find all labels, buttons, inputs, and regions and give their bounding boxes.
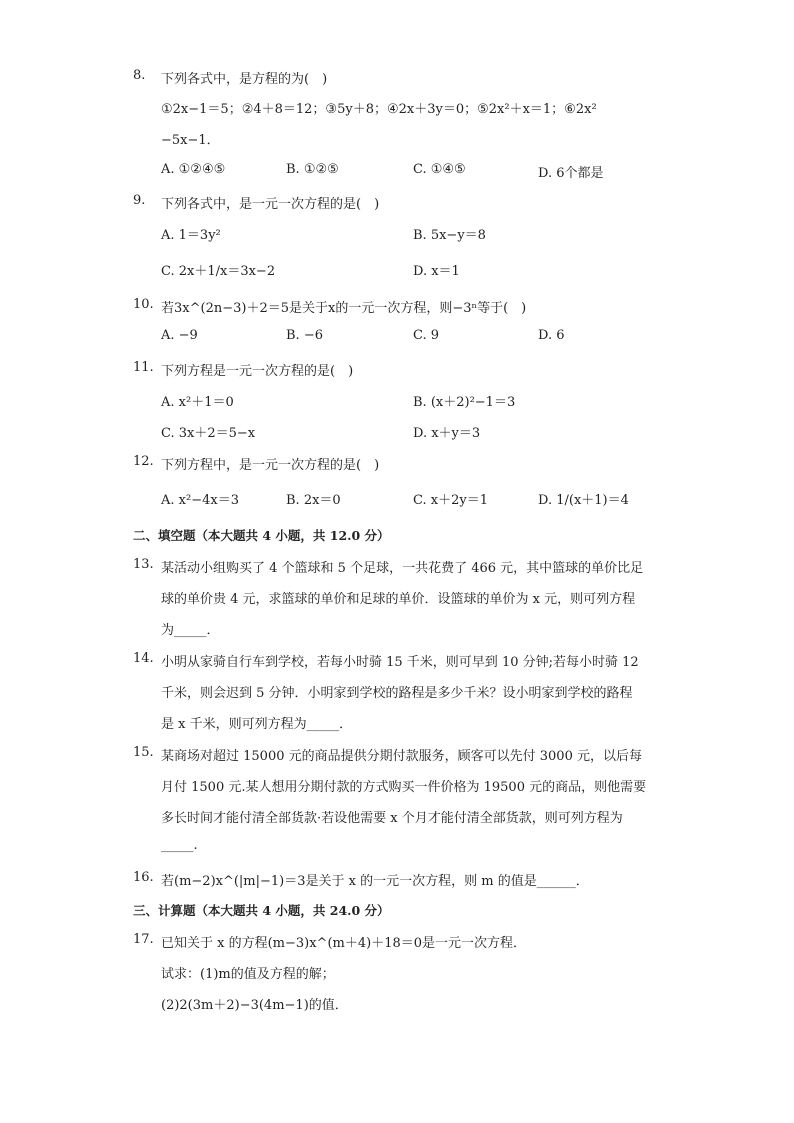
question-number: 9.: [133, 193, 146, 208]
question-line: _____.: [161, 838, 198, 853]
question-line: 月付 1500 元.某人想用分期付款的方式购买一件价格为 19500 元的商品，则他需要: [161, 780, 647, 795]
option-d: D. 6个都是: [538, 166, 604, 181]
option-d: D. x＝1: [413, 264, 460, 279]
question-line: (2)2(3m＋2)−3(4m−1)的值．: [161, 998, 348, 1013]
option-c: C. 2x＋1/x＝3x−2: [161, 264, 276, 279]
option-b: B. −6: [286, 328, 323, 343]
question-number: 11.: [133, 360, 154, 375]
question-stem: 下列方程是一元一次方程的是( ): [161, 364, 354, 379]
option-b: B. (x＋2)²−1＝3: [413, 395, 516, 410]
question-line: 已知关于 x 的方程(m−3)x^(m＋4)＋18＝0是一元一次方程．: [161, 936, 527, 951]
option-b: B. ①②⑤: [286, 162, 339, 177]
option-d: D. 1/(x＋1)＝4: [538, 493, 629, 508]
question-line: 某商场对超过 15000 元的商品提供分期付款服务，顾客可以先付 3000 元，以后每: [161, 749, 642, 764]
option-a: A. 1＝3y²: [161, 228, 221, 243]
section-heading-calculation: 三、计算题（本大题共 4 小题，共 24.0 分）: [133, 903, 390, 918]
question-number: 12.: [133, 454, 154, 469]
option-c: C. 3x＋2＝5−x: [161, 426, 256, 441]
option-a: A. x²−4x＝3: [161, 493, 239, 508]
question-number: 16.: [133, 870, 154, 885]
option-c: C. x＋2y＝1: [413, 493, 488, 508]
question-number: 14.: [133, 651, 154, 666]
question-stem: 下列各式中，是一元一次方程的是( ): [161, 197, 380, 212]
question-line: 千米，则会迟到 5 分钟．小明家到学校的路程是多少千米？设小明家到学校的路程: [161, 686, 633, 701]
question-line: 若(m−2)x^(|m|−1)＝3是关于 x 的一元一次方程，则 m 的值是______．: [161, 874, 589, 889]
option-d: D. x＋y＝3: [413, 426, 481, 441]
question-line: 试求：(1)m的值及方程的解；: [161, 967, 335, 982]
question-number: 17.: [133, 932, 154, 947]
question-line: ①2x−1＝5；②4＋8＝12；③5y＋8；④2x＋3y＝0；⑤2x²＋x＝1；⑥2x²: [161, 102, 597, 117]
option-c: C. ①④⑤: [413, 162, 466, 177]
option-a: A. ①②④⑤: [161, 162, 226, 177]
option-a: A. −9: [161, 328, 198, 343]
question-line: 某活动小组购买了 4 个篮球和 5 个足球，一共花费了 466 元，其中篮球的单价比足: [161, 561, 644, 576]
option-b: B. 5x−y＝8: [413, 228, 486, 243]
question-line: 小明从家骑自行车到学校，若每小时骑 15 千米，则可早到 10 分钟;若每小时骑 12: [161, 655, 639, 670]
question-number: 8.: [133, 68, 146, 83]
question-stem: 下列方程中，是一元一次方程的是( ): [161, 458, 380, 473]
option-d: D. 6: [538, 328, 565, 343]
question-number: 15.: [133, 745, 154, 760]
option-a: A. x²＋1＝0: [161, 395, 234, 410]
option-b: B. 2x＝0: [286, 493, 341, 508]
question-line: −5x−1．: [161, 133, 220, 148]
section-heading-fill-in: 二、填空题（本大题共 4 小题，共 12.0 分）: [133, 528, 390, 543]
question-stem: 下列各式中，是方程的为( ): [161, 72, 328, 87]
question-number: 13.: [133, 557, 154, 572]
question-line: 为_____．: [161, 623, 220, 638]
question-line: 球的单价贵 4 元，求篮球的单价和足球的单价．设篮球的单价为 x 元，则可列方程: [161, 592, 636, 607]
question-line: 是 x 千米，则可列方程为_____．: [161, 717, 353, 732]
question-stem: 若3x^(2n−3)＋2＝5是关于x的一元一次方程，则−3ⁿ等于( ): [161, 301, 527, 316]
option-c: C. 9: [413, 328, 440, 343]
question-number: 10.: [133, 297, 154, 312]
question-line: 多长时间才能付清全部货款·若设他需要 x 个月才能付清全部货款，则可列方程为: [161, 811, 623, 826]
